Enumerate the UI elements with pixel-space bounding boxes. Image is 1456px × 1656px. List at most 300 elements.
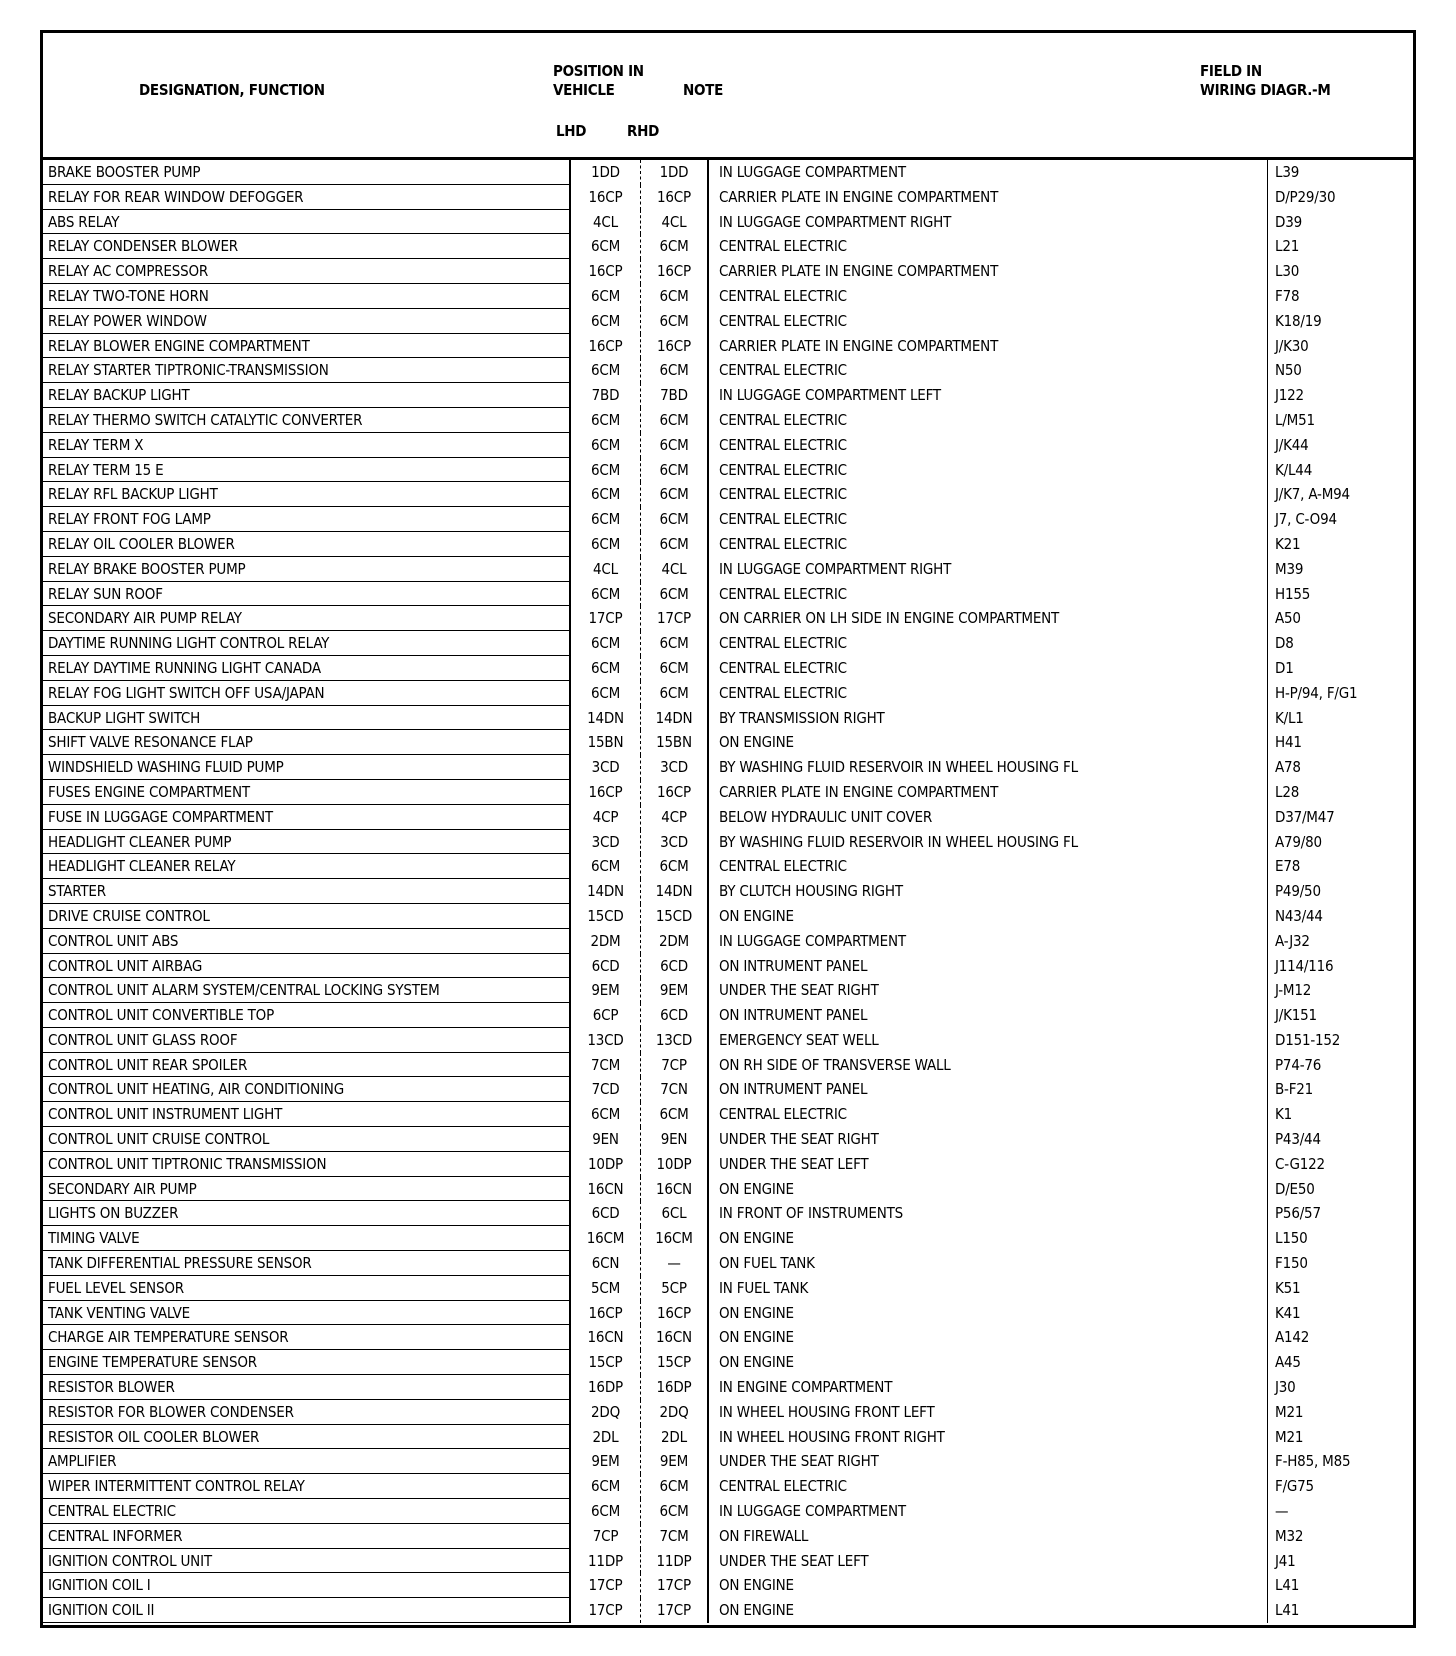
note-cell: IN WHEEL HOUSING FRONT RIGHT bbox=[719, 1427, 945, 1446]
table-row bbox=[43, 482, 1413, 507]
designation-cell: RELAY OIL COOLER BLOWER bbox=[43, 532, 571, 557]
designation-cell: CHARGE AIR TEMPERATURE SENSOR bbox=[43, 1325, 571, 1350]
lhd-cell: 17CP bbox=[571, 1598, 641, 1623]
table-row bbox=[43, 681, 1413, 706]
note-cell: CENTRAL ELECTRIC bbox=[719, 658, 847, 677]
lhd-cell: 6CM bbox=[571, 1499, 641, 1524]
field-cell: D/E50 bbox=[1267, 1177, 1413, 1202]
note-cell: CENTRAL ELECTRIC bbox=[719, 485, 847, 504]
rhd-cell: 16CP bbox=[641, 1301, 709, 1326]
table-row bbox=[43, 631, 1413, 656]
table-row bbox=[43, 334, 1413, 359]
designation-cell: CONTROL UNIT INSTRUMENT LIGHT bbox=[43, 1102, 571, 1127]
lhd-cell: 6CM bbox=[571, 1102, 641, 1127]
lhd-cell: 7CM bbox=[571, 1053, 641, 1078]
note-cell: CENTRAL ELECTRIC bbox=[719, 510, 847, 529]
field-cell: C-G122 bbox=[1267, 1152, 1413, 1177]
table-row bbox=[43, 210, 1413, 235]
field-cell: D37/M47 bbox=[1267, 805, 1413, 830]
designation-cell: BACKUP LIGHT SWITCH bbox=[43, 706, 571, 731]
table-row bbox=[43, 1201, 1413, 1226]
designation-cell: CONTROL UNIT CRUISE CONTROL bbox=[43, 1127, 571, 1152]
lhd-cell: 6CM bbox=[571, 631, 641, 656]
rhd-cell: 9EM bbox=[641, 1449, 709, 1474]
designation-cell: DAYTIME RUNNING LIGHT CONTROL RELAY bbox=[43, 631, 571, 656]
rhd-cell: 6CM bbox=[641, 458, 709, 483]
note-cell: IN WHEEL HOUSING FRONT LEFT bbox=[719, 1402, 935, 1421]
note-cell: CENTRAL ELECTRIC bbox=[719, 237, 847, 256]
table-row bbox=[43, 706, 1413, 731]
field-cell: J/K44 bbox=[1267, 433, 1413, 458]
designation-cell: IGNITION COIL I bbox=[43, 1573, 571, 1598]
note-cell: CARRIER PLATE IN ENGINE COMPARTMENT bbox=[719, 782, 999, 801]
lhd-cell: 2DL bbox=[571, 1425, 641, 1450]
lhd-cell: 17CP bbox=[571, 606, 641, 631]
rhd-cell: 6CM bbox=[641, 656, 709, 681]
lhd-cell: 6CM bbox=[571, 681, 641, 706]
designation-cell: RELAY RFL BACKUP LIGHT bbox=[43, 482, 571, 507]
field-cell: D1 bbox=[1267, 656, 1413, 681]
table-row bbox=[43, 805, 1413, 830]
field-cell: B-F21 bbox=[1267, 1077, 1413, 1102]
field-cell: H-P/94, F/G1 bbox=[1267, 681, 1413, 706]
table-row bbox=[43, 408, 1413, 433]
designation-cell: RELAY TERM X bbox=[43, 433, 571, 458]
rhd-cell: 6CM bbox=[641, 482, 709, 507]
lhd-cell: 6CM bbox=[571, 458, 641, 483]
field-cell: J30 bbox=[1267, 1375, 1413, 1400]
rhd-cell: 13CD bbox=[641, 1028, 709, 1053]
lhd-cell: 16CP bbox=[571, 334, 641, 359]
note-cell: CARRIER PLATE IN ENGINE COMPARTMENT bbox=[719, 187, 999, 206]
table-row bbox=[43, 160, 1413, 185]
lhd-cell: 15CP bbox=[571, 1350, 641, 1375]
rhd-cell: 16CP bbox=[641, 334, 709, 359]
field-cell: N43/44 bbox=[1267, 904, 1413, 929]
field-cell: K/L1 bbox=[1267, 706, 1413, 731]
table-row bbox=[43, 358, 1413, 383]
lhd-cell: 6CM bbox=[571, 582, 641, 607]
field-cell: F78 bbox=[1267, 284, 1413, 309]
lhd-cell: 16DP bbox=[571, 1375, 641, 1400]
rhd-cell: 16CN bbox=[641, 1177, 709, 1202]
note-cell: ON ENGINE bbox=[719, 1353, 794, 1372]
field-cell: — bbox=[1267, 1499, 1413, 1524]
designation-cell: CENTRAL INFORMER bbox=[43, 1524, 571, 1549]
lhd-cell: 15BN bbox=[571, 730, 641, 755]
designation-cell: CONTROL UNIT HEATING, AIR CONDITIONING bbox=[43, 1077, 571, 1102]
rhd-cell: 15CD bbox=[641, 904, 709, 929]
field-cell: K51 bbox=[1267, 1276, 1413, 1301]
rhd-cell: 6CM bbox=[641, 284, 709, 309]
designation-cell: FUSE IN LUGGAGE COMPARTMENT bbox=[43, 805, 571, 830]
lhd-cell: 7CP bbox=[571, 1524, 641, 1549]
table-row bbox=[43, 1474, 1413, 1499]
designation-cell: RELAY SUN ROOF bbox=[43, 582, 571, 607]
table-row bbox=[43, 1549, 1413, 1574]
designation-cell: CONTROL UNIT TIPTRONIC TRANSMISSION bbox=[43, 1152, 571, 1177]
table-row bbox=[43, 1350, 1413, 1375]
rhd-cell: 17CP bbox=[641, 1573, 709, 1598]
table-row bbox=[43, 507, 1413, 532]
lhd-cell: 16CP bbox=[571, 185, 641, 210]
note-cell: IN ENGINE COMPARTMENT bbox=[719, 1378, 893, 1397]
designation-cell: RELAY CONDENSER BLOWER bbox=[43, 234, 571, 259]
field-cell: N50 bbox=[1267, 358, 1413, 383]
lhd-cell: 7CD bbox=[571, 1077, 641, 1102]
table-row bbox=[43, 1127, 1413, 1152]
rhd-cell: 17CP bbox=[641, 1598, 709, 1623]
rhd-cell: 14DN bbox=[641, 879, 709, 904]
field-cell: D/P29/30 bbox=[1267, 185, 1413, 210]
rhd-cell: 16CP bbox=[641, 780, 709, 805]
lhd-cell: 16CN bbox=[571, 1325, 641, 1350]
table-row bbox=[43, 606, 1413, 631]
rhd-cell: 3CD bbox=[641, 755, 709, 780]
rhd-cell: 6CM bbox=[641, 1102, 709, 1127]
rhd-cell: 15CP bbox=[641, 1350, 709, 1375]
note-cell: IN LUGGAGE COMPARTMENT RIGHT bbox=[719, 212, 952, 231]
note-cell: CENTRAL ELECTRIC bbox=[719, 857, 847, 876]
rhd-cell: 6CM bbox=[641, 582, 709, 607]
field-cell: M21 bbox=[1267, 1425, 1413, 1450]
rhd-cell: 6CM bbox=[641, 1499, 709, 1524]
field-cell: A-J32 bbox=[1267, 929, 1413, 954]
lhd-cell: 7BD bbox=[571, 383, 641, 408]
note-cell: ON INTRUMENT PANEL bbox=[719, 1006, 868, 1025]
header-designation: DESIGNATION, FUNCTION bbox=[139, 81, 325, 99]
note-cell: CENTRAL ELECTRIC bbox=[719, 410, 847, 429]
note-cell: CENTRAL ELECTRIC bbox=[719, 1105, 847, 1124]
field-cell: A78 bbox=[1267, 755, 1413, 780]
table-row bbox=[43, 755, 1413, 780]
field-cell: J7, C-O94 bbox=[1267, 507, 1413, 532]
lhd-cell: 16CN bbox=[571, 1177, 641, 1202]
table-header bbox=[43, 33, 1413, 160]
note-cell: BY TRANSMISSION RIGHT bbox=[719, 708, 885, 727]
lhd-cell: 6CM bbox=[571, 433, 641, 458]
rhd-cell: 6CM bbox=[641, 631, 709, 656]
table-row bbox=[43, 433, 1413, 458]
rhd-cell: 6CD bbox=[641, 954, 709, 979]
lhd-cell: 6CN bbox=[571, 1251, 641, 1276]
designation-cell: CONTROL UNIT CONVERTIBLE TOP bbox=[43, 1003, 571, 1028]
designation-cell: DRIVE CRUISE CONTROL bbox=[43, 904, 571, 929]
lhd-cell: 10DP bbox=[571, 1152, 641, 1177]
note-cell: ON ENGINE bbox=[719, 906, 794, 925]
designation-cell: CONTROL UNIT GLASS ROOF bbox=[43, 1028, 571, 1053]
table-row bbox=[43, 1077, 1413, 1102]
rhd-cell: 16CP bbox=[641, 185, 709, 210]
table-row bbox=[43, 1276, 1413, 1301]
lhd-cell: 6CD bbox=[571, 954, 641, 979]
note-cell: CENTRAL ELECTRIC bbox=[719, 534, 847, 553]
lhd-cell: 4CL bbox=[571, 557, 641, 582]
lhd-cell: 6CM bbox=[571, 309, 641, 334]
rhd-cell: 7CP bbox=[641, 1053, 709, 1078]
field-cell: L41 bbox=[1267, 1573, 1413, 1598]
designation-cell: WINDSHIELD WASHING FLUID PUMP bbox=[43, 755, 571, 780]
designation-cell: RELAY POWER WINDOW bbox=[43, 309, 571, 334]
table-row bbox=[43, 458, 1413, 483]
field-cell: J-M12 bbox=[1267, 978, 1413, 1003]
rhd-cell: 2DL bbox=[641, 1425, 709, 1450]
field-cell: H41 bbox=[1267, 730, 1413, 755]
note-cell: ON CARRIER ON LH SIDE IN ENGINE COMPARTMENT bbox=[719, 609, 1060, 628]
lhd-cell: 6CM bbox=[571, 284, 641, 309]
lhd-cell: 13CD bbox=[571, 1028, 641, 1053]
lhd-cell: 14DN bbox=[571, 879, 641, 904]
lhd-cell: 6CM bbox=[571, 532, 641, 557]
designation-cell: FUSES ENGINE COMPARTMENT bbox=[43, 780, 571, 805]
field-cell: K1 bbox=[1267, 1102, 1413, 1127]
field-cell: M39 bbox=[1267, 557, 1413, 582]
designation-cell: CONTROL UNIT ALARM SYSTEM/CENTRAL LOCKING SYSTEM bbox=[43, 978, 571, 1003]
table-row bbox=[43, 1499, 1413, 1524]
note-cell: CENTRAL ELECTRIC bbox=[719, 584, 847, 603]
designation-cell: STARTER bbox=[43, 879, 571, 904]
rhd-cell: 6CM bbox=[641, 507, 709, 532]
field-cell: A45 bbox=[1267, 1350, 1413, 1375]
rhd-cell: 17CP bbox=[641, 606, 709, 631]
designation-cell: RESISTOR OIL COOLER BLOWER bbox=[43, 1425, 571, 1450]
rhd-cell: 7CN bbox=[641, 1077, 709, 1102]
field-cell: K18/19 bbox=[1267, 309, 1413, 334]
table-row bbox=[43, 259, 1413, 284]
note-cell: ON ENGINE bbox=[719, 1179, 794, 1198]
lhd-cell: 2DM bbox=[571, 929, 641, 954]
rhd-cell: 6CM bbox=[641, 358, 709, 383]
note-cell: ON ENGINE bbox=[719, 1328, 794, 1347]
designation-cell: RELAY THERMO SWITCH CATALYTIC CONVERTER bbox=[43, 408, 571, 433]
lhd-cell: 16CP bbox=[571, 259, 641, 284]
field-cell: A142 bbox=[1267, 1325, 1413, 1350]
lhd-cell: 14DN bbox=[571, 706, 641, 731]
note-cell: CENTRAL ELECTRIC bbox=[719, 435, 847, 454]
lhd-cell: 5CM bbox=[571, 1276, 641, 1301]
rhd-cell: 4CP bbox=[641, 805, 709, 830]
rhd-cell: 6CL bbox=[641, 1201, 709, 1226]
note-cell: IN LUGGAGE COMPARTMENT bbox=[719, 163, 906, 181]
designation-cell: RELAY AC COMPRESSOR bbox=[43, 259, 571, 284]
rhd-cell: 3CD bbox=[641, 830, 709, 855]
table-row bbox=[43, 780, 1413, 805]
designation-cell: AMPLIFIER bbox=[43, 1449, 571, 1474]
note-cell: UNDER THE SEAT RIGHT bbox=[719, 981, 879, 1000]
component-table bbox=[40, 30, 1416, 1628]
field-cell: E78 bbox=[1267, 854, 1413, 879]
note-cell: UNDER THE SEAT RIGHT bbox=[719, 1452, 879, 1471]
note-cell: CENTRAL ELECTRIC bbox=[719, 460, 847, 479]
note-cell: IN LUGGAGE COMPARTMENT RIGHT bbox=[719, 559, 952, 578]
field-cell: J/K7, A-M94 bbox=[1267, 482, 1413, 507]
designation-cell: HEADLIGHT CLEANER RELAY bbox=[43, 854, 571, 879]
field-cell: J/K30 bbox=[1267, 334, 1413, 359]
note-cell: ON FUEL TANK bbox=[719, 1254, 815, 1273]
rhd-cell: 6CM bbox=[641, 854, 709, 879]
table-row bbox=[43, 730, 1413, 755]
field-cell: J114/116 bbox=[1267, 954, 1413, 979]
designation-cell: CENTRAL ELECTRIC bbox=[43, 1499, 571, 1524]
rhd-cell: 10DP bbox=[641, 1152, 709, 1177]
lhd-cell: 6CM bbox=[571, 482, 641, 507]
designation-cell: CONTROL UNIT ABS bbox=[43, 929, 571, 954]
rhd-cell: 1DD bbox=[641, 160, 709, 185]
note-cell: IN FUEL TANK bbox=[719, 1278, 809, 1297]
table-row bbox=[43, 854, 1413, 879]
rhd-cell: — bbox=[641, 1251, 709, 1276]
field-cell: A50 bbox=[1267, 606, 1413, 631]
designation-cell: BRAKE BOOSTER PUMP bbox=[43, 160, 571, 185]
note-cell: ON ENGINE bbox=[719, 1303, 794, 1322]
field-cell: L21 bbox=[1267, 234, 1413, 259]
rhd-cell: 6CM bbox=[641, 1474, 709, 1499]
field-cell: M21 bbox=[1267, 1400, 1413, 1425]
field-cell: P43/44 bbox=[1267, 1127, 1413, 1152]
designation-cell: FUEL LEVEL SENSOR bbox=[43, 1276, 571, 1301]
table-row bbox=[43, 1102, 1413, 1127]
note-cell: ON ENGINE bbox=[719, 1601, 794, 1620]
table-row bbox=[43, 1152, 1413, 1177]
rhd-cell: 6CM bbox=[641, 309, 709, 334]
rhd-cell: 2DM bbox=[641, 929, 709, 954]
rhd-cell: 6CD bbox=[641, 1003, 709, 1028]
field-cell: A79/80 bbox=[1267, 830, 1413, 855]
designation-cell: RESISTOR FOR BLOWER CONDENSER bbox=[43, 1400, 571, 1425]
table-row bbox=[43, 1425, 1413, 1450]
rhd-cell: 6CM bbox=[641, 532, 709, 557]
designation-cell: RELAY FOG LIGHT SWITCH OFF USA/JAPAN bbox=[43, 681, 571, 706]
table-body bbox=[43, 160, 1413, 1623]
lhd-cell: 2DQ bbox=[571, 1400, 641, 1425]
note-cell: IN LUGGAGE COMPARTMENT bbox=[719, 1502, 906, 1521]
note-cell: BY WASHING FLUID RESERVOIR IN WHEEL HOUSING FL bbox=[719, 758, 1078, 777]
field-cell: F150 bbox=[1267, 1251, 1413, 1276]
designation-cell: SHIFT VALVE RESONANCE FLAP bbox=[43, 730, 571, 755]
designation-cell: RESISTOR BLOWER bbox=[43, 1375, 571, 1400]
lhd-cell: 16CM bbox=[571, 1226, 641, 1251]
table-row bbox=[43, 1251, 1413, 1276]
field-cell: L28 bbox=[1267, 780, 1413, 805]
field-cell: H155 bbox=[1267, 582, 1413, 607]
designation-cell: RELAY FRONT FOG LAMP bbox=[43, 507, 571, 532]
rhd-cell: 6CM bbox=[641, 681, 709, 706]
designation-cell: RELAY TERM 15 E bbox=[43, 458, 571, 483]
table-row bbox=[43, 1400, 1413, 1425]
designation-cell: RELAY TWO-TONE HORN bbox=[43, 284, 571, 309]
field-cell: P74-76 bbox=[1267, 1053, 1413, 1078]
table-row bbox=[43, 309, 1413, 334]
designation-cell: RELAY BRAKE BOOSTER PUMP bbox=[43, 557, 571, 582]
note-cell: ON FIREWALL bbox=[719, 1526, 809, 1545]
table-row bbox=[43, 1226, 1413, 1251]
rhd-cell: 16CM bbox=[641, 1226, 709, 1251]
field-cell: K21 bbox=[1267, 532, 1413, 557]
designation-cell: SECONDARY AIR PUMP bbox=[43, 1177, 571, 1202]
lhd-cell: 15CD bbox=[571, 904, 641, 929]
note-cell: ON ENGINE bbox=[719, 1576, 794, 1595]
designation-cell: IGNITION COIL II bbox=[43, 1598, 571, 1623]
designation-cell: TIMING VALVE bbox=[43, 1226, 571, 1251]
note-cell: UNDER THE SEAT LEFT bbox=[719, 1154, 869, 1173]
table-row bbox=[43, 1053, 1413, 1078]
note-cell: CENTRAL ELECTRIC bbox=[719, 286, 847, 305]
designation-cell: CONTROL UNIT REAR SPOILER bbox=[43, 1053, 571, 1078]
designation-cell: RELAY BACKUP LIGHT bbox=[43, 383, 571, 408]
rhd-cell: 6CM bbox=[641, 408, 709, 433]
rhd-cell: 5CP bbox=[641, 1276, 709, 1301]
rhd-cell: 16CN bbox=[641, 1325, 709, 1350]
note-cell: CENTRAL ELECTRIC bbox=[719, 311, 847, 330]
table-row bbox=[43, 954, 1413, 979]
note-cell: CARRIER PLATE IN ENGINE COMPARTMENT bbox=[719, 262, 999, 281]
lhd-cell: 4CL bbox=[571, 210, 641, 235]
note-cell: IN LUGGAGE COMPARTMENT LEFT bbox=[719, 386, 941, 405]
note-cell: ON INTRUMENT PANEL bbox=[719, 1080, 868, 1099]
field-cell: K/L44 bbox=[1267, 458, 1413, 483]
lhd-cell: 4CP bbox=[571, 805, 641, 830]
note-cell: EMERGENCY SEAT WELL bbox=[719, 1030, 879, 1049]
rhd-cell: 15BN bbox=[641, 730, 709, 755]
designation-cell: TANK VENTING VALVE bbox=[43, 1301, 571, 1326]
rhd-cell: 11DP bbox=[641, 1549, 709, 1574]
table-row bbox=[43, 879, 1413, 904]
lhd-cell: 9EN bbox=[571, 1127, 641, 1152]
table-row bbox=[43, 582, 1413, 607]
table-row bbox=[43, 978, 1413, 1003]
lhd-cell: 1DD bbox=[571, 160, 641, 185]
rhd-cell: 6CM bbox=[641, 433, 709, 458]
field-cell: D151-152 bbox=[1267, 1028, 1413, 1053]
lhd-cell: 6CD bbox=[571, 1201, 641, 1226]
field-cell: F/G75 bbox=[1267, 1474, 1413, 1499]
lhd-cell: 9EM bbox=[571, 978, 641, 1003]
field-cell: L/M51 bbox=[1267, 408, 1413, 433]
note-cell: CENTRAL ELECTRIC bbox=[719, 683, 847, 702]
note-cell: ON INTRUMENT PANEL bbox=[719, 956, 868, 975]
rhd-cell: 2DQ bbox=[641, 1400, 709, 1425]
lhd-cell: 6CM bbox=[571, 1474, 641, 1499]
lhd-cell: 6CM bbox=[571, 408, 641, 433]
designation-cell: RELAY FOR REAR WINDOW DEFOGGER bbox=[43, 185, 571, 210]
table-row bbox=[43, 1375, 1413, 1400]
field-cell: J122 bbox=[1267, 383, 1413, 408]
note-cell: UNDER THE SEAT RIGHT bbox=[719, 1130, 879, 1149]
table-row bbox=[43, 284, 1413, 309]
field-cell: D39 bbox=[1267, 210, 1413, 235]
field-cell: P49/50 bbox=[1267, 879, 1413, 904]
field-cell: M32 bbox=[1267, 1524, 1413, 1549]
lhd-cell: 9EM bbox=[571, 1449, 641, 1474]
table-row bbox=[43, 1524, 1413, 1549]
rhd-cell: 14DN bbox=[641, 706, 709, 731]
table-row bbox=[43, 656, 1413, 681]
table-row bbox=[43, 557, 1413, 582]
field-cell: J/K151 bbox=[1267, 1003, 1413, 1028]
note-cell: CENTRAL ELECTRIC bbox=[719, 1477, 847, 1496]
rhd-cell: 9EM bbox=[641, 978, 709, 1003]
designation-cell: RELAY DAYTIME RUNNING LIGHT CANADA bbox=[43, 656, 571, 681]
lhd-cell: 16CP bbox=[571, 1301, 641, 1326]
field-cell: K41 bbox=[1267, 1301, 1413, 1326]
field-cell: D8 bbox=[1267, 631, 1413, 656]
field-cell: L30 bbox=[1267, 259, 1413, 284]
lhd-cell: 17CP bbox=[571, 1573, 641, 1598]
field-cell: L150 bbox=[1267, 1226, 1413, 1251]
designation-cell: ENGINE TEMPERATURE SENSOR bbox=[43, 1350, 571, 1375]
table-row bbox=[43, 830, 1413, 855]
rhd-cell: 9EN bbox=[641, 1127, 709, 1152]
